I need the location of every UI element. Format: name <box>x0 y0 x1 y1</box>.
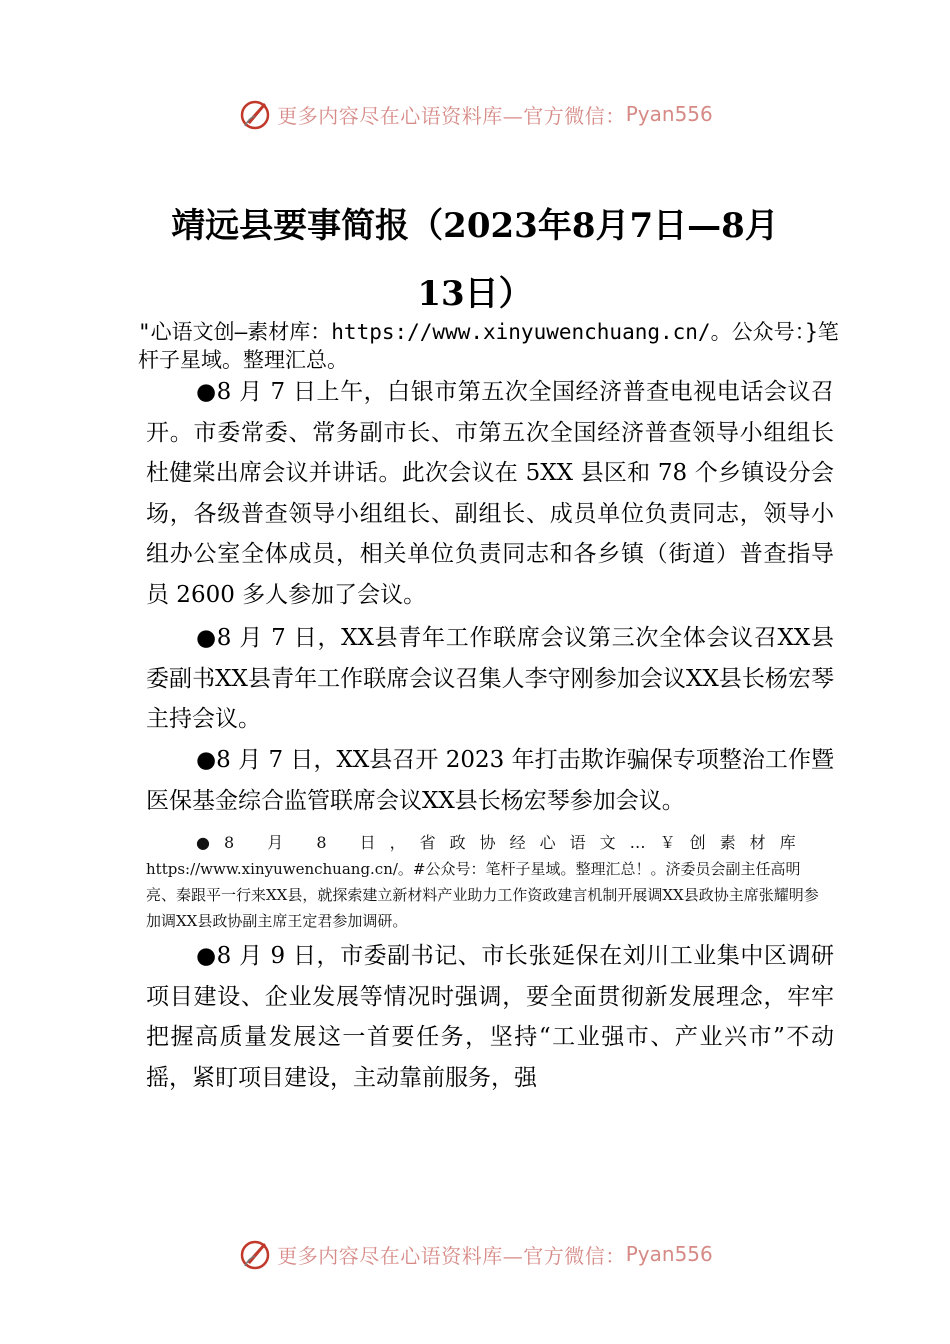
news-item-4 <box>146 830 826 934</box>
news-item-1: ●8 月 7 日上午，白银市第五次全国经济普查电视电话会议召开。市委常委、常务副市长、市第五次全国经济普查领导小组组长杜健棠出席会议并讲话。此次会议在 5XX 县区和 78 个乡镇设分会场，各级普查领导小组组长、副组长、成员单位负责同志，领导小组办公室全体成员，相关单位负责同志和各乡镇（街道）普查指导员 2600 多人参加了会议。 <box>146 379 834 608</box>
news-item-2: ●8 月 7 日，XX县青年工作联席会议第三次全体会议召XX县委副书XX县青年工作联席会议召集人李守刚参加会议XX县长杨宏琴主持会议。 <box>146 625 834 733</box>
banner-text: 更多内容尽在心语资料库—官方微信： <box>277 1243 626 1268</box>
header-banner <box>0 92 950 136</box>
news-item-4-lead: ●8 月 8 日，省政协经心语文…￥创素材库 <box>196 833 810 852</box>
quill-seal-icon <box>237 1236 273 1272</box>
banner-wechat-id: Pyan556 <box>625 102 713 126</box>
footer-banner <box>0 1232 950 1276</box>
source-note: "心语文创—素材库：https://www.xinyuwenchuang.cn/。公众号：}笔杆子星域。整理汇总。 <box>138 320 839 372</box>
banner-text: 更多内容尽在心语资料库—官方微信： <box>277 103 626 128</box>
news-item-4-body: https://www.xinyuwenchuang.cn/。#公众号：笔杆子星域。整理汇总！。济委员会副主任高明亮、秦跟平一行来XX县，就探索建立新材料产业助力工作资政建言机制开展调XX县政协主席张耀明参加调XX县政协副主席王定君参加调研。 <box>146 860 819 930</box>
quill-seal-icon <box>237 96 273 132</box>
news-item-3: ●8 月 7 日，XX县召开 2023 年打击欺诈骗保专项整治工作暨医保基金综合监管联席会议XX县长杨宏琴参加会议。 <box>146 747 834 814</box>
document-title-line-2: 13日） <box>417 274 533 314</box>
news-item-5: ●8 月 9 日，市委副书记、市长张延保在刘川工业集中区调研项目建设、企业发展等情况时强调，要全面贯彻新发展理念，牢牢把握高质量发展这一首要任务，坚持“工业强市、产业兴市”不动摇，紧盯项目建设，主动靠前服务，强 <box>146 943 834 1091</box>
document-title-line-1: 靖远县要事简报（2023年8月7日—8月 <box>171 206 779 246</box>
banner-wechat-id: Pyan556 <box>625 1242 713 1266</box>
